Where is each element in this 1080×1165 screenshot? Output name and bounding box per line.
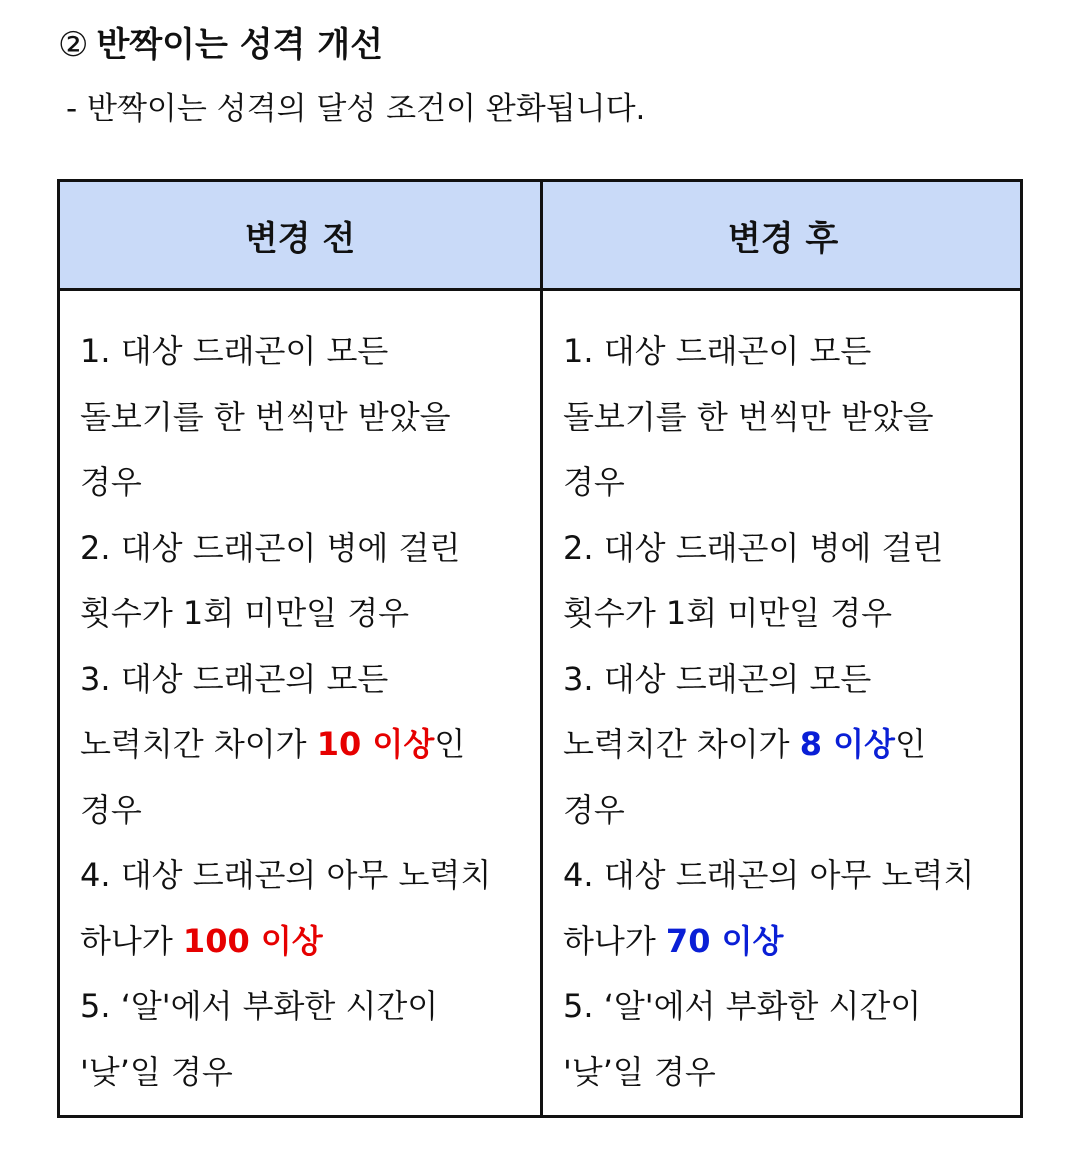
condition-line: 4. 대상 드래곤의 아무 노력치 xyxy=(563,856,975,894)
section-number: ② xyxy=(58,25,89,65)
condition-line: 4. 대상 드래곤의 아무 노력치 xyxy=(80,856,492,894)
condition-line: 경우 xyxy=(80,463,142,501)
condition-line: 3. 대상 드래곤의 모든 xyxy=(80,659,389,698)
condition-text: 인 xyxy=(894,725,926,763)
condition-line: 2. 대상 드래곤이 병에 걸린 xyxy=(563,528,944,567)
condition-line: 5. ‘알'에서 부화한 시간이 xyxy=(80,987,439,1025)
after-conditions-cell xyxy=(543,291,1023,1115)
condition-text: 하나가 xyxy=(563,921,666,960)
condition-line: '낮’일 경우 xyxy=(563,1052,716,1091)
highlighted-value: 70 이상 xyxy=(665,921,784,960)
condition-line: 3. 대상 드래곤의 모든 xyxy=(563,659,872,698)
condition-line xyxy=(80,909,520,975)
condition-line xyxy=(563,909,1003,975)
condition-line: 1. 대상 드래곤이 모든 xyxy=(80,332,389,370)
condition-line: 돌보기를 한 번씩만 받았을 xyxy=(80,397,451,436)
before-conditions-cell xyxy=(60,291,540,1115)
section-title: 반짝이는 성격 개선 xyxy=(96,25,383,65)
highlighted-value: 10 이상 xyxy=(316,725,435,763)
condition-line: 2. 대상 드래곤이 병에 걸린 xyxy=(80,528,461,567)
condition-line: '낮’일 경우 xyxy=(80,1052,233,1091)
condition-line: 1. 대상 드래곤이 모든 xyxy=(563,332,872,370)
condition-line xyxy=(563,712,1003,778)
condition-text: 인 xyxy=(434,725,466,763)
condition-line: 횟수가 1회 미만일 경우 xyxy=(563,594,893,632)
condition-line: 경우 xyxy=(563,463,625,501)
condition-line: 돌보기를 한 번씩만 받았을 xyxy=(563,397,934,436)
condition-line xyxy=(80,712,520,778)
section-description: - 반짝이는 성격의 달성 조건이 완화됩니다. xyxy=(66,91,646,127)
header-after: 변경 후 xyxy=(727,218,839,259)
highlighted-value: 8 이상 xyxy=(799,725,895,763)
condition-line: 경우 xyxy=(563,790,625,829)
condition-line: 횟수가 1회 미만일 경우 xyxy=(80,594,410,632)
condition-text: 하나가 xyxy=(80,921,183,960)
condition-text: 노력치간 차이가 xyxy=(80,725,317,763)
highlighted-value: 100 이상 xyxy=(182,921,323,960)
section-heading xyxy=(58,22,383,68)
header-before: 변경 전 xyxy=(244,218,356,259)
condition-text: 노력치간 차이가 xyxy=(563,725,800,763)
comparison-table xyxy=(57,179,1023,1118)
condition-line: 5. ‘알'에서 부화한 시간이 xyxy=(563,987,922,1025)
condition-line: 경우 xyxy=(80,790,142,829)
